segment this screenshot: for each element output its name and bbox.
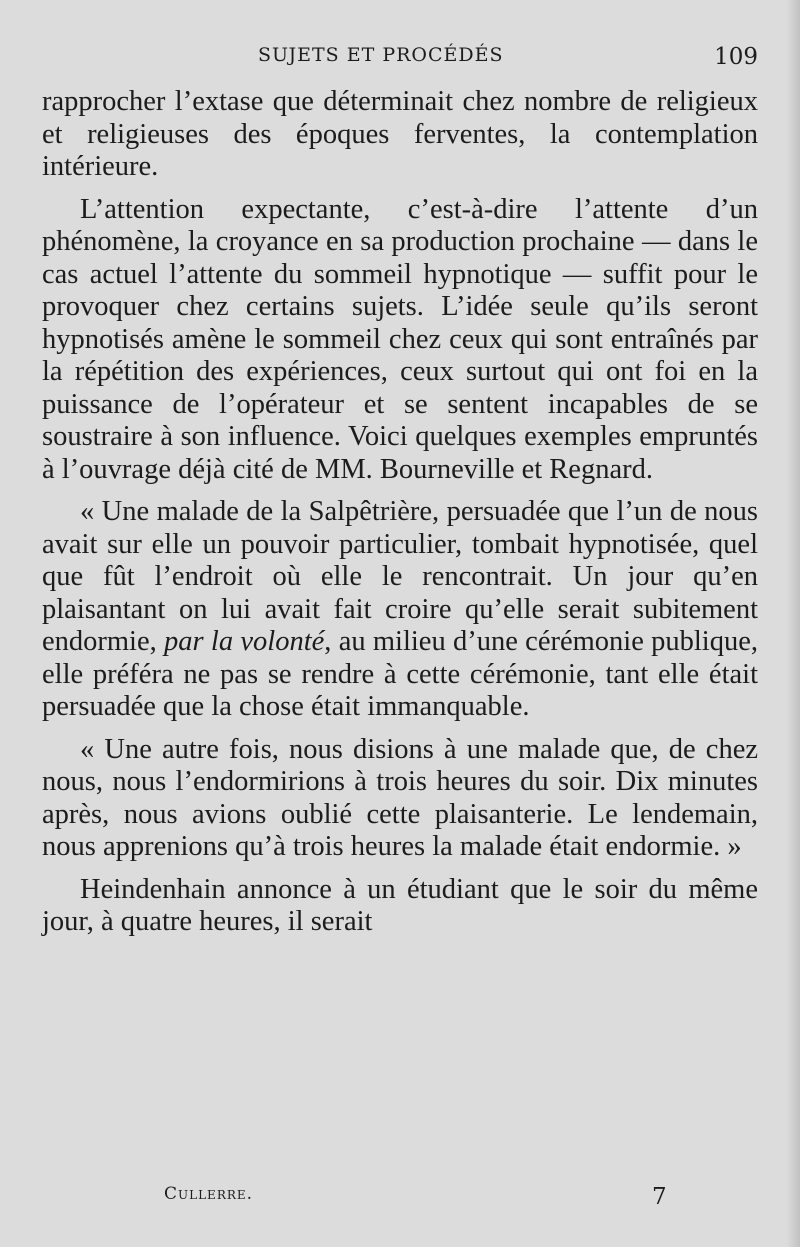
page-header: [258, 44, 758, 74]
signature-mark: 7: [652, 1184, 667, 1210]
paragraph-3-text-after: , au milieu d’une cérémonie publique, elle préféra ne pas se rendre à cette cérémonie, tant elle était persuadée que la chose était immanquable.: [42, 626, 758, 722]
paragraph-5-text: Heindenhain annonce à un étudiant que le soir du même jour, à quatre heures, il serait: [42, 873, 758, 937]
paragraph-3: [42, 496, 758, 724]
page-footer: [0, 1184, 800, 1218]
paragraph-3-emphasis: par la volonté: [164, 626, 325, 657]
paragraph-1-text: rapprocher l’extase que déterminait chez nombre de religieux et religieuses des époques ferventes, la contemplation intérieure.: [42, 86, 758, 182]
running-title: SUJETS ET PROCÉDÉS: [258, 44, 504, 66]
paragraph-2-text: L’attention expectante, c’est-à-dire l’attente d’un phénomène, la croyance en sa production prochaine — dans le cas actuel l’attente du sommeil hypnotique — suffit pour le provoquer chez certains sujets. L’idée seule qu’ils seront hypnotisés amène le sommeil chez ceux qui sont entraînés par la répétition des expériences, ceux surtout qui ont foi en la puissance de l’opérateur et se sentent incapables de se soustraire à son influence. Voici quelques exemples empruntés à l’ouvrage déjà cité de MM. Bourneville et Regnard.: [42, 193, 758, 485]
paragraph-3-text: « Une malade de la Salpêtrière, persuadée que l’un de nous avait sur elle un pouvoir particulier, tombait hypnotisée, quel que fût l’endroit où elle le rencontrait. Un jour qu’en plaisantant on lui avait fait croire qu’elle serait subitement endormie,: [42, 496, 758, 657]
body-text: [42, 86, 758, 939]
paragraph-4-text: « Une autre fois, nous disions à une malade que, de chez nous, nous l’endormirions à trois heures du soir. Dix minutes après, nous avions oublié cette plaisanterie. Le lendemain, nous apprenions qu’à trois heures la malade était endormie. »: [42, 733, 758, 862]
printer-signature: Cullerre.: [164, 1184, 254, 1204]
paragraph-2: [42, 194, 758, 487]
paragraph-5: [42, 874, 758, 939]
paragraph-4: [42, 734, 758, 864]
paragraph-1: [42, 86, 758, 184]
page-number: 109: [714, 44, 758, 70]
